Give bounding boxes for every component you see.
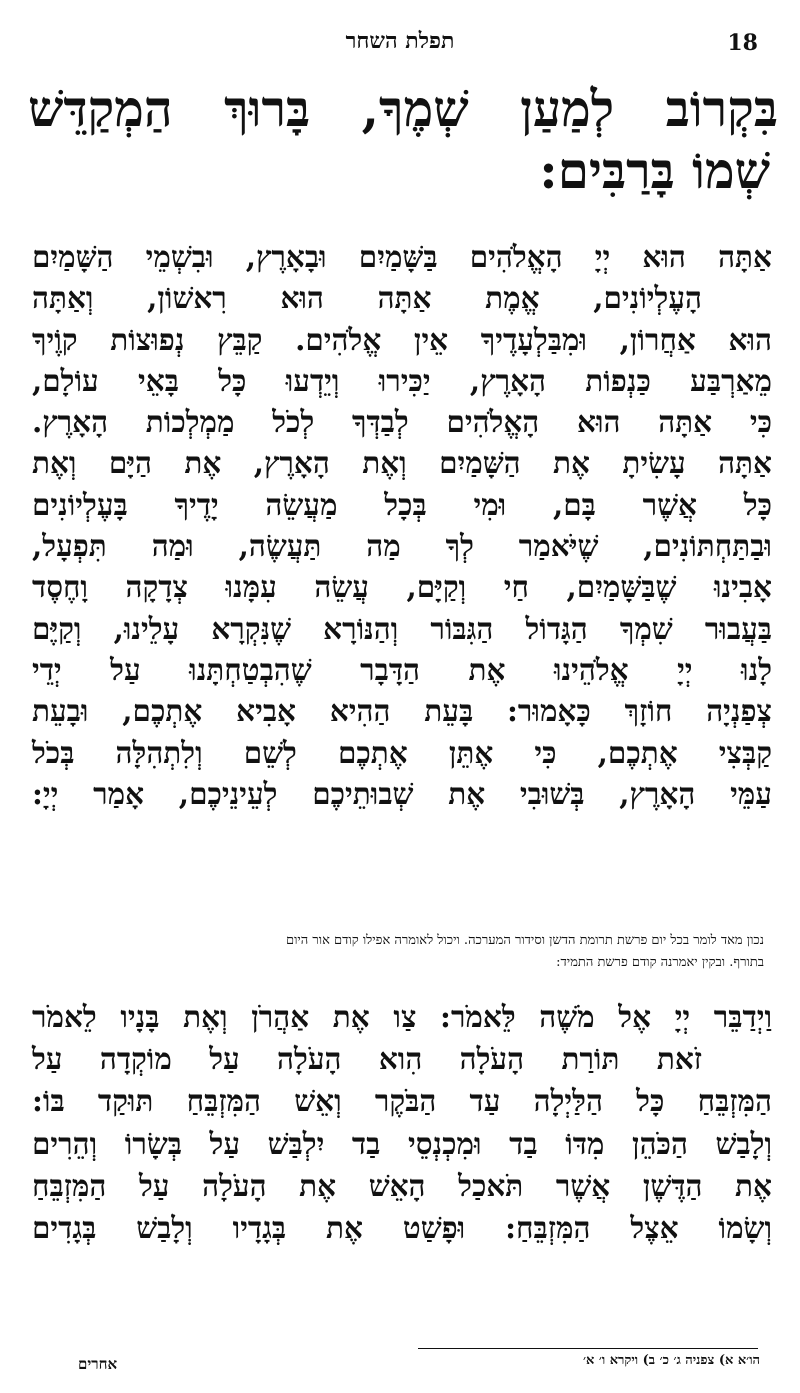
text-line: כָּל אֲשֶׁר בָּם, וּמִי בְּכָל מַעֲשֵׂה יָדֶיךָ בָּעֶלְיוֹנִים: [32, 486, 772, 522]
page-header: [30, 28, 770, 62]
text-line: אַתָּה עָשִׂיתָ אֶת הַשָּׁמַיִם וְאֶת הָאָרֶץ, אֶת הַיָּם וְאֶת: [32, 445, 772, 481]
text-line: וְלָבַשׁ הַכֹּהֵן מִדּוֹ בַד וּמִכְנְסֵי בַד יִלְבַּשׁ עַל בְּשָׂרוֹ וְהֵרִים: [32, 1125, 772, 1161]
text-line: מֵאַרְבַּע כַּנְפוֹת הָאָרֶץ, יַכִּירוּ וְיֵדְעוּ כָּל בָּאֵי עוֹלָם,: [32, 362, 772, 398]
heading-block: [28, 78, 778, 202]
text-line: וּבַתַּחְתּוֹנִים, שֶׁיֹּאמַר לְךָ מַה תַּעֲשֶׂה, וּמַה תִּפְעָל,: [32, 528, 772, 564]
text-line: עַמֵּי הָאָרֶץ, בְּשׁוּבִי אֶת שְׁבוּתֵיכֶם לְעֵינֵיכֶם, אָמַר יְיָ:: [32, 775, 772, 811]
instruction-note: [40, 930, 764, 974]
terumat-hadeshen-passage: [32, 996, 772, 1249]
text-line: וְשָׂמוֹ אֵצֶל הַמִּזְבֵּחַ: וּפָשַׁט אֶת בְּגָדָיו וְלָבַשׁ בְּגָדִים: [32, 1210, 772, 1246]
text-line: הַמִּזְבֵּחַ כָּל הַלַּיְלָה עַד הַבֹּקֶר וְאֵשׁ הַמִּזְבֵּחַ תּוּקַד בּוֹ:: [32, 1083, 772, 1119]
text-line: לָנוּ יְיָ אֱלֹהֵינוּ אֶת הַדָּבָר שֶׁהִבְטַחְתָּנוּ עַל יְדֵי: [32, 651, 772, 687]
footnote-divider: [418, 1348, 758, 1349]
text-line: אַתָּה הוּא יְיָ הָאֱלֹהִים בַּשָּׁמַיִם וּבָאָרֶץ, וּבִשְׁמֵי הַשָּׁמַיִם: [32, 239, 772, 274]
text-line: קַבְּצִי אֶתְכֶם, כִּי אֶתֵּן אֶתְכֶם לְשֵׁם וְלִתְהִלָּה בְּכֹל: [32, 734, 772, 770]
running-title: תפלת השחר: [345, 28, 455, 54]
text-line: אֶת הַדֶּשֶׁן אֲשֶׁר תֹּאכַל הָאֵשׁ אֶת הָעֹלָה עַל הַמִּזְבֵּחַ: [32, 1167, 772, 1203]
text-line: הוּא אַחֲרוֹן, וּמִבַּלְעָדֶיךָ אֵין אֱלֹהִים. קַבֵּץ נְפוּצוֹת קוֶֹיךָ: [32, 321, 772, 357]
text-line: צְפַנְיָה חוֹזָךְ כָּאָמוּר: בָּעֵת הַהִיא אָבִיא אֶתְכֶם, וּבָעֵת: [32, 693, 772, 729]
catchword: אחרים: [78, 1355, 118, 1373]
text-line: כִּי אַתָּה הוּא הָאֱלֹהִים לְבַדְּךָ לְכֹל מַמְלְכוֹת הָאָרֶץ.: [32, 404, 772, 440]
text-line: בַּעֲבוּר שִׁמְךָ הַגָּדוֹל הַגִּבּוֹר וְהַנּוֹרָא שֶׁנִּקְרָא עָלֵינוּ, וְקַיֶּם: [32, 610, 772, 646]
page-number: 18: [727, 30, 758, 56]
footnote: הו׳א א) צפניה ג׳ כ׳ ב) ויקרא ו׳ א׳: [582, 1353, 760, 1368]
text-line: אָבִינוּ שֶׁבַּשָּׁמַיִם, חַי וְקַיָּם, עֲשֵׂה עִמָּנוּ צְדָקָה וָחֶסֶד: [32, 569, 772, 605]
heading-line: בִּקְרוֹב לְמַעַן שְׁמֶךָ, בָּרוּךְ הַמְקַדֵּשׁ: [28, 79, 778, 138]
heading-line: שְׁמוֹ בָּרַבִּים:: [539, 141, 770, 200]
main-prayer-text: [32, 236, 772, 814]
text-line: זֹאת תּוֹרַת הָעֹלָה הִוא הָעֹלָה עַל מוֹקְדָה עַל: [32, 1041, 702, 1077]
text-line: וַיְדַבֵּר יְיָ אֶל מֹשֶׁה לֵּאמֹר: צַו אֶת אַהֲרֹן וְאֶת בָּנָיו לֵאמֹר: [32, 999, 772, 1034]
note-line: נכון מאד לומר בכל יום פרשת תרומת הדשן וסידור המערכה. ויכול לאומרה אפילו קודם אור היום: [285, 933, 764, 948]
text-line: הָעֶלְיוֹנִים, אֱמֶת אַתָּה הוּא רִאשׁוֹן, וְאַתָּה: [32, 280, 702, 316]
note-line: בתורף. ובקין יאמרנה קודם פרשת התמיד:: [556, 955, 764, 970]
